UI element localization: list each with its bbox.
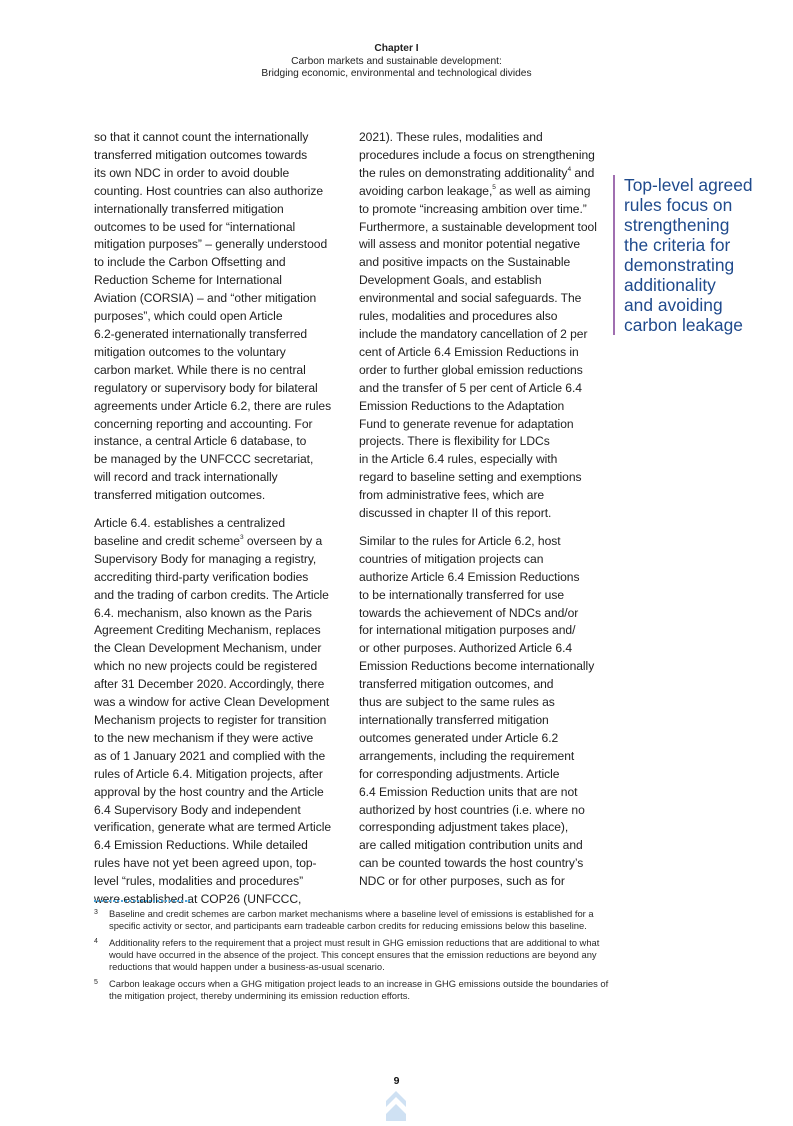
pull-quote-line: rules focus on bbox=[624, 195, 733, 215]
text-line: instance, a central Article 6 database, to bbox=[94, 434, 307, 449]
text-fragment: overseen by a bbox=[243, 533, 323, 548]
left-text-column bbox=[94, 129, 342, 919]
text-line: are called mitigation contribution units and bbox=[359, 838, 583, 853]
text-line: NDC or for other purposes, such as for bbox=[359, 874, 565, 889]
chapter-subtitle-line-2: Bridging economic, environmental and technological divides bbox=[261, 68, 532, 79]
middle-text-column bbox=[359, 129, 607, 901]
text-line: discussed in chapter II of this report. bbox=[359, 506, 552, 521]
text-line: after 31 December 2020. Accordingly, there bbox=[94, 677, 325, 692]
text-line: from administrative fees, which are bbox=[359, 488, 545, 503]
text-line: Aviation (CORSIA) – and “other mitigation bbox=[94, 291, 317, 306]
pull-quote-line: strengthening bbox=[624, 215, 730, 235]
paragraph bbox=[94, 129, 342, 505]
text-line: 6.4 Emission Reductions. While detailed bbox=[94, 838, 308, 853]
text-line: in the Article 6.4 rules, especially with bbox=[359, 452, 558, 467]
page-number: 9 bbox=[393, 1075, 400, 1087]
text-line: for international mitigation purposes and/ bbox=[359, 623, 576, 638]
text-line: Development Goals, and establish bbox=[359, 273, 542, 288]
text-line: procedures include a focus on strengthening bbox=[359, 147, 595, 162]
text-line: regard to baseline setting and exemptions bbox=[359, 470, 582, 485]
footnotes bbox=[94, 908, 609, 1007]
footnote-number: 5 bbox=[94, 979, 98, 986]
text-line: internationally transferred mitigation bbox=[94, 201, 284, 216]
text-line: to include the Carbon Offsetting and bbox=[94, 255, 286, 270]
footnote-4 bbox=[94, 937, 609, 973]
pull-quote-line: demonstrating bbox=[624, 255, 735, 275]
text-line: accrediting third-party verification bodies bbox=[94, 569, 309, 584]
pull-quote-line: additionality bbox=[624, 275, 716, 295]
text-line: authorized by host countries (i.e. where no bbox=[359, 802, 585, 817]
text-line: internationally transferred mitigation bbox=[359, 713, 549, 727]
text-fragment: and bbox=[571, 165, 595, 180]
text-line: the Clean Development Mechanism, under bbox=[94, 641, 322, 656]
text-line: rules, modalities and procedures also bbox=[359, 309, 558, 324]
text-line bbox=[94, 533, 342, 551]
text-line: its own NDC in order to avoid double bbox=[94, 165, 290, 180]
footnote-ref-5[interactable]: 5 bbox=[492, 183, 496, 191]
text-line: as of 1 January 2021 and complied with the bbox=[94, 748, 326, 763]
paragraph bbox=[94, 515, 342, 909]
pull-quote bbox=[613, 175, 793, 335]
text-line: and the transfer of 5 per cent of Article 6.4 bbox=[359, 380, 582, 395]
text-line: order to further global emission reductions bbox=[359, 362, 583, 377]
text-line: outcomes generated under Article 6.2 bbox=[359, 730, 559, 745]
text-line: will record and track internationally bbox=[94, 470, 278, 485]
text-line: for corresponding adjustments. Article bbox=[359, 766, 560, 781]
text-line: to promote “increasing ambition over time.” bbox=[359, 201, 587, 216]
text-line: level “rules, modalities and procedures” bbox=[94, 874, 304, 889]
text-line: be managed by the UNFCCC secretariat, bbox=[94, 452, 314, 467]
pull-quote-line: carbon leakage bbox=[624, 315, 743, 335]
pull-quote-line: and avoiding bbox=[624, 295, 723, 315]
text-line: Emission Reductions become internationally bbox=[359, 659, 595, 674]
text-line: Similar to the rules for Article 6.2, host bbox=[359, 533, 561, 548]
chapter-label: Chapter I bbox=[374, 43, 419, 54]
text-line: and positive impacts on the Sustainable bbox=[359, 255, 571, 270]
chapter-subtitle-line-1: Carbon markets and sustainable development: bbox=[291, 55, 502, 67]
text-line: regulatory or supervisory body for bilateral bbox=[94, 380, 318, 395]
text-line bbox=[359, 165, 607, 183]
text-line: outcomes to be used for “international bbox=[94, 219, 296, 234]
text-line: to the new mechanism if they were active bbox=[94, 730, 314, 745]
text-line: cent of Article 6.4 Emission Reductions in bbox=[359, 344, 579, 359]
text-line: environmental and social safeguards. The bbox=[359, 291, 582, 306]
text-line: can be counted towards the host country’s bbox=[359, 856, 584, 871]
text-line: to be internationally transferred for use bbox=[359, 587, 565, 602]
footnote-divider bbox=[94, 900, 190, 902]
text-line: Reduction Scheme for International bbox=[94, 273, 282, 288]
double-chevron-up-icon[interactable] bbox=[385, 1090, 407, 1121]
paragraph bbox=[359, 129, 607, 523]
text-line: and the trading of carbon credits. The Article bbox=[94, 587, 329, 602]
text-line: purposes”, which could open Article bbox=[94, 309, 283, 324]
text-line: were established at COP26 (UNFCCC, bbox=[94, 892, 302, 907]
text-line: or other purposes. Authorized Article 6.4 bbox=[359, 641, 573, 656]
text-line: rules of Article 6.4. Mitigation projects, after bbox=[94, 766, 323, 781]
text-line: concerning reporting and accounting. For bbox=[94, 416, 313, 431]
text-line: 6.4 Emission Reduction units that are not bbox=[359, 784, 578, 799]
text-line: Supervisory Body for managing a registry, bbox=[94, 551, 317, 566]
text-line: 6.2-generated internationally transferred bbox=[94, 326, 308, 341]
footnote-3 bbox=[94, 908, 609, 932]
text-line: Mechanism projects to register for transition bbox=[94, 713, 327, 727]
text-line: Furthermore, a sustainable development tool bbox=[359, 219, 597, 234]
text-line: arrangements, including the requirement bbox=[359, 748, 575, 763]
text-fragment: baseline and credit scheme bbox=[94, 533, 240, 548]
text-line: transferred mitigation outcomes, and bbox=[359, 677, 554, 692]
footnote-text: Baseline and credit schemes are carbon market mechanisms where a baseline level of emissions is established for a specific activity or sector, and participants earn tradeable carbon credits for reducing emissions below this baseline. bbox=[109, 908, 594, 931]
paragraph bbox=[359, 533, 607, 891]
running-header bbox=[0, 43, 793, 81]
text-line: 6.4 Supervisory Body and independent bbox=[94, 802, 301, 817]
text-line: Article 6.4. establishes a centralized bbox=[94, 516, 286, 531]
footnote-text: Carbon leakage occurs when a GHG mitigation project leads to an increase in GHG emissions outside the boundaries of the mitigation project, thereby undermining its emission reduction efforts. bbox=[109, 978, 609, 1001]
text-line: towards the achievement of NDCs and/or bbox=[359, 605, 579, 620]
text-line: include the mandatory cancellation of 2 per bbox=[359, 326, 588, 341]
pull-quote-line: Top-level agreed bbox=[624, 175, 753, 195]
text-line: rules have not yet been agreed upon, top- bbox=[94, 856, 317, 871]
footnote-number: 3 bbox=[94, 909, 98, 916]
pull-quote-line: the criteria for bbox=[624, 235, 731, 255]
text-line: transferred mitigation outcomes towards bbox=[94, 147, 308, 162]
text-line: verification, generate what are termed Article bbox=[94, 820, 332, 835]
text-line: countries of mitigation projects can bbox=[359, 551, 544, 566]
footnote-5 bbox=[94, 978, 609, 1002]
text-line: carbon market. While there is no central bbox=[94, 362, 306, 377]
text-fragment: as well as aiming bbox=[495, 183, 591, 198]
text-line: agreements under Article 6.2, there are rules bbox=[94, 398, 332, 413]
text-line: approval by the host country and the Article bbox=[94, 784, 324, 799]
text-line: Agreement Crediting Mechanism, replaces bbox=[94, 623, 321, 638]
text-line: 2021). These rules, modalities and bbox=[359, 130, 543, 144]
text-line: thus are subject to the same rules as bbox=[359, 695, 555, 710]
text-line: which no new projects could be registered bbox=[94, 659, 318, 674]
text-line bbox=[359, 183, 607, 201]
text-line: counting. Host countries can also authorize bbox=[94, 183, 324, 198]
footnote-text: Additionality refers to the requirement that a project must result in GHG emission reductions that are additional to what would have occurred in the absence of the project. This concept ensures that the emission reductions are beyond any reductions that would happen under a business-as-usual scenario. bbox=[109, 937, 600, 972]
text-line: Fund to generate revenue for adaptation bbox=[359, 416, 574, 431]
footnote-ref-4[interactable]: 4 bbox=[567, 165, 572, 173]
text-line: 6.4. mechanism, also known as the Paris bbox=[94, 605, 312, 620]
text-line: Emission Reductions to the Adaptation bbox=[359, 398, 565, 413]
text-line: was a window for active Clean Development bbox=[94, 695, 330, 710]
text-line: authorize Article 6.4 Emission Reductions bbox=[359, 569, 580, 584]
text-fragment: the rules on demonstrating additionality bbox=[359, 165, 568, 180]
text-line: will assess and monitor potential negative bbox=[359, 237, 581, 252]
text-fragment: avoiding carbon leakage, bbox=[359, 183, 493, 198]
text-line: transferred mitigation outcomes. bbox=[94, 488, 266, 503]
text-line: mitigation purposes” – generally understood bbox=[94, 237, 328, 252]
footnote-ref-3[interactable]: 3 bbox=[239, 533, 244, 541]
text-line: so that it cannot count the internationally bbox=[94, 130, 309, 144]
footnote-number: 4 bbox=[94, 938, 98, 945]
text-line: corresponding adjustment takes place), bbox=[359, 820, 569, 835]
text-line: mitigation outcomes to the voluntary bbox=[94, 344, 286, 359]
text-line: projects. There is flexibility for LDCs bbox=[359, 434, 550, 449]
